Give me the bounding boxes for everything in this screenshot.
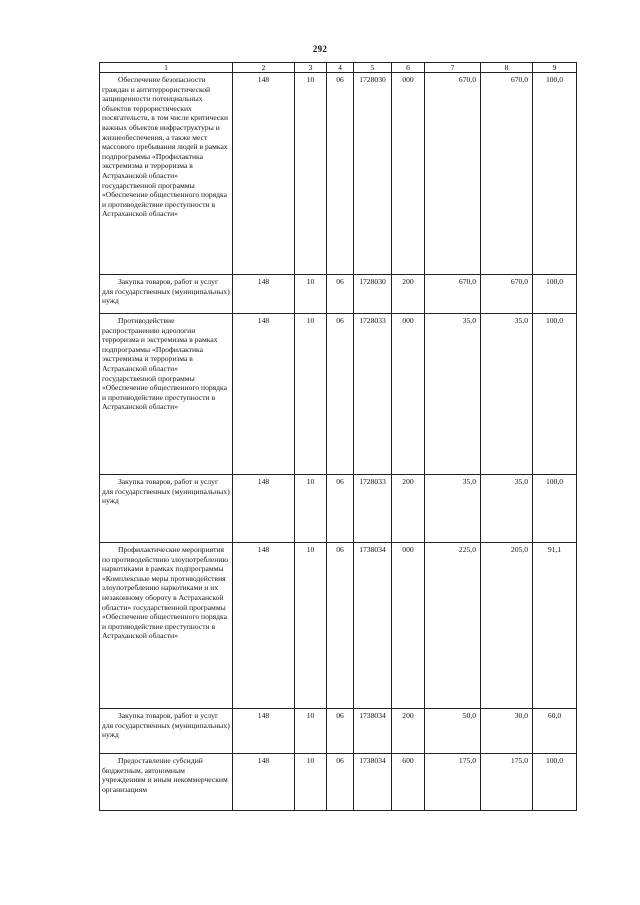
table-row (100, 543, 577, 709)
expense-type-cell: 200 (392, 709, 425, 754)
subsection-code-cell: 06 (327, 314, 354, 475)
expense-type-cell: 200 (392, 275, 425, 314)
item-name: Закупка товаров, работ и услуг для государственных (муниципальных) нужд (102, 277, 230, 306)
item-name: Профилактические мероприятия по противодействию злоупотреблению наркотиками в рамках подпрограммы «Комплексные меры противодействия злоупотреблению наркотиками и их незаконному обороту в Астраханской области» государственной программы «Обеспечение общественного порядка и противодействие преступности в Астраханской области» (102, 545, 229, 641)
column-header: 8 (481, 63, 533, 73)
column-header: 5 (354, 63, 392, 73)
percent-cell: 91,1 (533, 543, 577, 709)
target-article-cell: 1728030 (354, 73, 392, 275)
ministry-code-cell: 148 (233, 709, 295, 754)
page-number: 292 (312, 44, 328, 54)
item-name-cell (100, 73, 233, 275)
section-code-cell: 10 (295, 754, 327, 811)
plan-amount-cell: 670,0 (425, 73, 481, 275)
fact-amount-cell: 205,0 (481, 543, 533, 709)
item-name: Обеспечение безопасности граждан и антитеррористической защищенности потенциальных объектов террористических посягательств, в том числе критически важных объектов инфраструктуры и жизнеобеспечения, а также мест массового пребывания людей в рамках подпрограммы «Профилактика экстремизма и терроризма в Астраханской области» государственной программы «Обеспечение общественного порядка и противодействие преступности в Астраханской области» (102, 75, 229, 219)
target-article-cell: 1738034 (354, 543, 392, 709)
percent-cell: 100,0 (533, 73, 577, 275)
fact-amount-cell: 35,0 (481, 475, 533, 543)
percent-cell: 100,0 (533, 475, 577, 543)
subsection-code-cell: 06 (327, 275, 354, 314)
target-article-cell: 1738034 (354, 709, 392, 754)
column-header: 2 (233, 63, 295, 73)
plan-amount-cell: 225,0 (425, 543, 481, 709)
table-row (100, 275, 577, 314)
item-name: Закупка товаров, работ и услуг для государственных (муниципальных) нужд (102, 711, 230, 740)
percent-cell: 60,0 (533, 709, 577, 754)
column-header: 9 (533, 63, 577, 73)
ministry-code-cell: 148 (233, 73, 295, 275)
expense-type-cell: 000 (392, 314, 425, 475)
fact-amount-cell: 175,0 (481, 754, 533, 811)
item-name: Закупка товаров, работ и услуг для государственных (муниципальных) нужд (102, 477, 230, 506)
column-header: 3 (295, 63, 327, 73)
percent-cell: 100,0 (533, 275, 577, 314)
expense-type-cell: 200 (392, 475, 425, 543)
table-row (100, 709, 577, 754)
table-row (100, 475, 577, 543)
column-header: 7 (425, 63, 481, 73)
subsection-code-cell: 06 (327, 709, 354, 754)
item-name-cell (100, 475, 233, 543)
item-name-cell (100, 754, 233, 811)
table-row (100, 754, 577, 811)
fact-amount-cell: 35,0 (481, 314, 533, 475)
section-code-cell: 10 (295, 543, 327, 709)
plan-amount-cell: 35,0 (425, 314, 481, 475)
fact-amount-cell: 670,0 (481, 275, 533, 314)
target-article-cell: 1728030 (354, 275, 392, 314)
item-name-cell (100, 709, 233, 754)
table-row (100, 73, 577, 275)
ministry-code-cell: 148 (233, 314, 295, 475)
plan-amount-cell: 670,0 (425, 275, 481, 314)
ministry-code-cell: 148 (233, 754, 295, 811)
item-name: Предоставление субсидий бюджетным, автономным учреждениям и иным некоммерческим организациям (102, 756, 228, 794)
subsection-code-cell: 06 (327, 73, 354, 275)
plan-amount-cell: 50,0 (425, 709, 481, 754)
ministry-code-cell: 148 (233, 275, 295, 314)
section-code-cell: 10 (295, 475, 327, 543)
percent-cell: 100,0 (533, 754, 577, 811)
percent-cell: 100,0 (533, 314, 577, 475)
budget-table (99, 62, 577, 811)
header-row (100, 63, 577, 73)
ministry-code-cell: 148 (233, 475, 295, 543)
section-code-cell: 10 (295, 709, 327, 754)
item-name-cell (100, 275, 233, 314)
column-header: 6 (392, 63, 425, 73)
plan-amount-cell: 35,0 (425, 475, 481, 543)
expense-type-cell: 000 (392, 543, 425, 709)
column-header: 4 (327, 63, 354, 73)
section-code-cell: 10 (295, 73, 327, 275)
target-article-cell: 1728033 (354, 314, 392, 475)
expense-type-cell: 000 (392, 73, 425, 275)
expense-type-cell: 600 (392, 754, 425, 811)
subsection-code-cell: 06 (327, 754, 354, 811)
item-name-cell (100, 543, 233, 709)
target-article-cell: 1728033 (354, 475, 392, 543)
plan-amount-cell: 175,0 (425, 754, 481, 811)
subsection-code-cell: 06 (327, 543, 354, 709)
section-code-cell: 10 (295, 275, 327, 314)
ministry-code-cell: 148 (233, 543, 295, 709)
item-name: Противодействие распространению идеологии терроризма и экстремизма в рамках подпрограммы «Профилактика экстремизма и терроризма в Астраханской области» государственной программы «Обеспечение общественного порядка и противодействие преступности в Астраханской области» (102, 316, 227, 412)
table-row (100, 314, 577, 475)
fact-amount-cell: 30,0 (481, 709, 533, 754)
subsection-code-cell: 06 (327, 475, 354, 543)
target-article-cell: 1738034 (354, 754, 392, 811)
section-code-cell: 10 (295, 314, 327, 475)
column-header: 1 (100, 63, 233, 73)
item-name-cell (100, 314, 233, 475)
fact-amount-cell: 670,0 (481, 73, 533, 275)
